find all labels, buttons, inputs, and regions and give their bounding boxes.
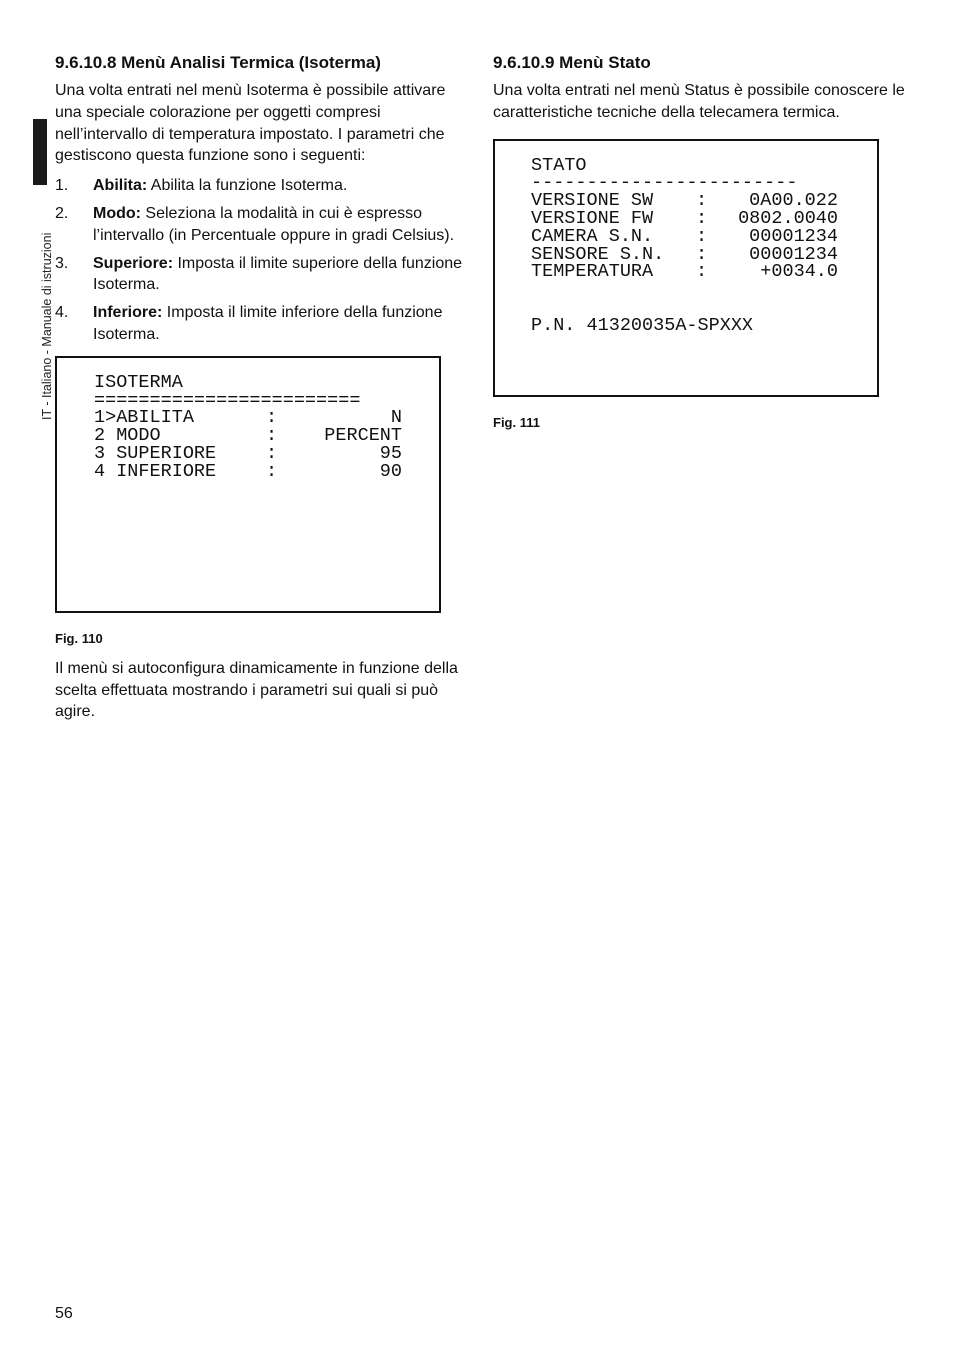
list-item: 4. Inferiore: Imposta il limite inferiore della funzione Isoterma. <box>55 304 443 343</box>
menu-row-modo: 2 MODO : PERCENT <box>94 425 402 447</box>
isoterma-parameter-list <box>55 175 465 346</box>
list-item: 2. Modo: Seleziona la modalità in cui è espresso l’intervallo (in Percentuale oppure in gradi Celsius). <box>55 204 455 244</box>
screen-rule: ======================== <box>94 389 361 411</box>
list-item: 3. Superiore: Imposta il limite superiore della funzione Isoterma. <box>55 254 463 294</box>
menu-row-superiore: 3 SUPERIORE : 95 <box>94 442 402 464</box>
status-row-temperatura: TEMPERATURA : +0034.0 <box>531 261 838 283</box>
screen-title: ISOTERMA <box>94 371 183 393</box>
figure-caption-111: Fig. 111 <box>493 414 540 430</box>
left-column <box>55 52 465 723</box>
section-heading-isoterma: 9.6.10.8 Menù Analisi Termica (Isoterma) <box>55 53 381 72</box>
isoterma-intro: Una volta entrati nel menù Isoterma è possibile attivare una speciale colorazione per oggetti compresi nell’intervallo di temperatura impostato. I parametri che gestiscono questa funzione sono i seguenti: <box>55 82 446 165</box>
menu-row-abilita: 1>ABILITA : N <box>94 407 402 429</box>
stato-intro: Una volta entrati nel menù Status è possibile conoscere le caratteristiche tecniche della telecamera termica. <box>493 82 905 121</box>
list-item: 1. Abilita: Abilita la funzione Isoterma. <box>55 177 348 195</box>
side-language-label: IT - Italiano - Manuale di istruzioni <box>40 232 54 420</box>
isoterma-note: Il menù si autoconfigura dinamicamente in funzione della scelta effettuata mostrando i parametri sui quali si può agire. <box>55 659 458 721</box>
page-number: 56 <box>55 1305 73 1322</box>
status-row-sw: VERSIONE SW : 0A00.022 <box>531 190 838 212</box>
figure-caption-110: Fig. 110 <box>55 630 103 646</box>
status-row-fw: VERSIONE FW : 0802.0040 <box>531 207 838 229</box>
screen-rule: ------------------------ <box>531 172 798 194</box>
menu-row-inferiore: 4 INFERIORE : 90 <box>94 460 402 482</box>
isoterma-menu-screen <box>55 356 441 613</box>
part-number: P.N. 41320035A-SPXXX <box>531 315 754 337</box>
status-row-sensore-sn: SENSORE S.N. : 00001234 <box>531 243 838 265</box>
status-row-camera-sn: CAMERA S.N. : 00001234 <box>531 225 838 247</box>
side-tab-marker <box>33 119 47 185</box>
right-column <box>493 52 905 430</box>
screen-title: STATO <box>531 154 587 176</box>
stato-menu-screen <box>493 139 879 397</box>
section-heading-stato: 9.6.10.9 Menù Stato <box>493 53 651 72</box>
